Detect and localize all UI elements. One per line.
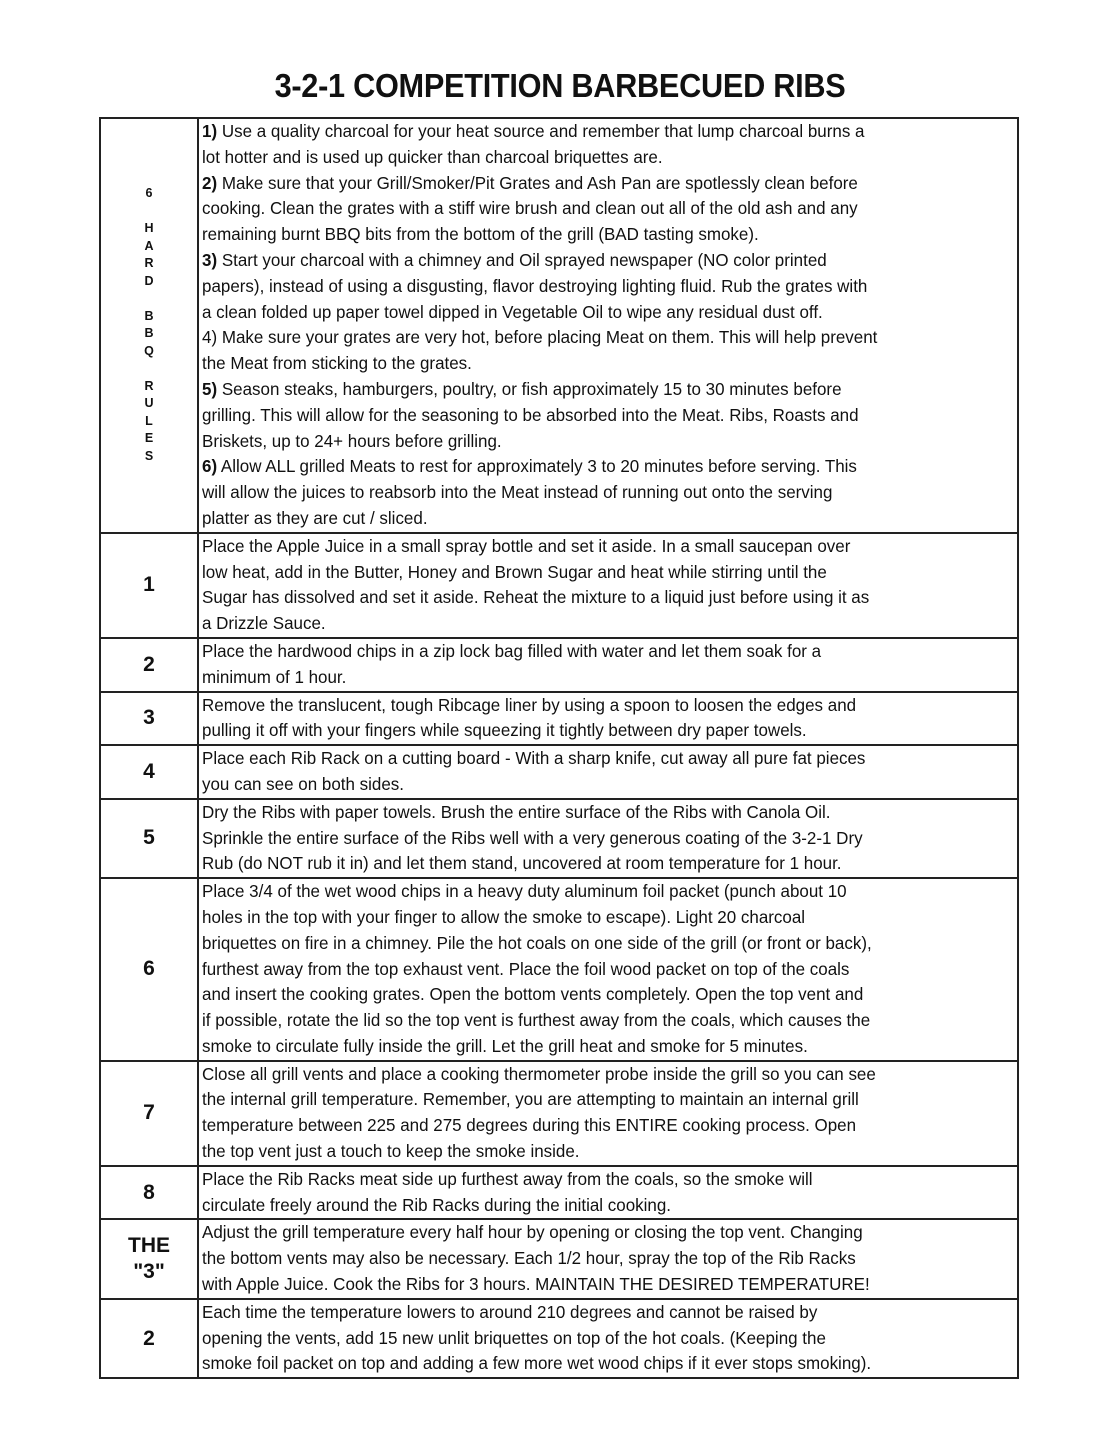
step-text-line: Each time the temperature lowers to around 210 degrees and cannot be raised by xyxy=(202,1301,818,1322)
step-text-line: you can see on both sides. xyxy=(202,773,404,794)
rule-text: will allow the juices to reabsorb into the Meat instead of running out onto the serving xyxy=(202,482,833,503)
step-text-line: Rub (do NOT rub it in) and let them stand, uncovered at room temperature for 1 hour. xyxy=(202,853,842,874)
step-label-cell xyxy=(100,878,198,1061)
recipe-table xyxy=(99,117,1019,1379)
rules-label-letter: E xyxy=(144,431,154,446)
step-text-line: Place 3/4 of the wet wood chips in a heavy duty aluminum foil packet (punch about 10 xyxy=(202,881,847,902)
step-text-line: furthest away from the top exhaust vent. Place the foil wood packet on top of the coals xyxy=(202,958,850,979)
step-row xyxy=(100,638,1018,692)
rules-label-letter: D xyxy=(144,273,154,288)
rule-text: grilling. This will allow for the seasoning to be absorbed into the Meat. Ribs, Roasts and xyxy=(202,404,859,425)
rule-number: 6) xyxy=(202,456,218,477)
rule-text: papers), instead of using a disgusting, flavor destroying lighting fluid. Rub the grates with xyxy=(202,275,868,296)
step-row xyxy=(100,1061,1018,1166)
rules-vertical-label xyxy=(101,185,197,465)
step-label-cell xyxy=(100,1219,198,1298)
step-label: 3 xyxy=(143,706,155,730)
step-row xyxy=(100,533,1018,638)
step-label: 1 xyxy=(143,573,155,597)
step-label: 4 xyxy=(143,759,155,783)
step-row xyxy=(100,692,1018,746)
rule-text-line xyxy=(202,274,987,300)
step-text-line: Adjust the grill temperature every half hour by opening or closing the top vent. Changing xyxy=(202,1222,863,1243)
step-label: "3" xyxy=(133,1260,165,1284)
step-text-line: the bottom vents may also be necessary. Each 1/2 hour, spray the top of the Rib Racks xyxy=(202,1248,856,1269)
step-label: THE xyxy=(128,1234,170,1258)
rule-text: lot hotter and is used up quicker than charcoal briquettes are. xyxy=(202,146,663,167)
rules-label-cell xyxy=(100,118,198,533)
rule-text: Use a quality charcoal for your heat source and remember that lump charcoal burns a xyxy=(217,121,865,141)
step-text-line: temperature between 225 and 275 degrees during this ENTIRE cooking process. Open xyxy=(202,1115,857,1136)
step-text-cell xyxy=(198,1219,1018,1298)
rule-text: Season steaks, hamburgers, poultry, or fish approximately 15 to 30 minutes before xyxy=(217,378,842,399)
step-row xyxy=(100,745,1018,799)
rules-label-letter: U xyxy=(144,396,154,411)
rules-label-letter: S xyxy=(144,448,154,463)
rule-text: Allow ALL grilled Meats to rest for approximately 3 to 20 minutes before serving. This xyxy=(217,456,857,477)
step-label: 8 xyxy=(143,1180,155,1204)
step-label: 2 xyxy=(143,652,155,676)
rule-text-line xyxy=(202,119,987,145)
rule-text: platter as they are cut / sliced. xyxy=(202,507,428,528)
step-label-cell xyxy=(100,638,198,692)
rule-text-line xyxy=(202,506,987,532)
rule-text: cooking. Clean the grates with a stiff wire brush and clean out all of the old ash and any xyxy=(202,198,858,219)
rules-label-letter: 6 xyxy=(145,186,153,201)
rule-text-line xyxy=(202,480,987,506)
step-row xyxy=(100,1219,1018,1298)
rules-label-letter: B xyxy=(144,326,154,341)
rules-label-letter: R xyxy=(144,378,154,393)
step-text-line: smoke to circulate fully inside the grill. Let the grill heat and smoke for 5 minutes. xyxy=(202,1035,808,1056)
rule-text: Start your charcoal with a chimney and Oil sprayed newspaper (NO color printed xyxy=(217,249,827,270)
rules-text-cell xyxy=(198,118,1018,533)
rule-text-line xyxy=(202,248,987,274)
rule-text-line xyxy=(202,403,987,429)
rule-number: 3) xyxy=(202,249,218,270)
rule-text-line xyxy=(202,454,987,480)
step-text-cell xyxy=(198,1299,1018,1378)
step-text-cell xyxy=(198,1061,1018,1166)
step-text-line: Sugar has dissolved and set it aside. Reheat the mixture to a liquid just before using it as xyxy=(202,587,870,608)
step-text-line: the top vent just a touch to keep the smoke inside. xyxy=(202,1141,580,1162)
rules-label-letter: A xyxy=(144,238,154,253)
step-text-line: Dry the Ribs with paper towels. Brush the entire surface of the Ribs with Canola Oil. xyxy=(202,801,831,822)
step-text-cell xyxy=(198,1166,1018,1220)
step-text-cell xyxy=(198,638,1018,692)
step-label-cell xyxy=(100,799,198,878)
rule-text: remaining burnt BBQ bits from the bottom of the grill (BAD tasting smoke). xyxy=(202,224,759,245)
step-text-line: pulling it off with your fingers while squeezing it tightly between dry paper towels. xyxy=(202,720,807,741)
step-text-line: Place the hardwood chips in a zip lock bag filled with water and let them soak for a xyxy=(202,640,822,661)
step-label-cell xyxy=(100,533,198,638)
step-text-line: a Drizzle Sauce. xyxy=(202,613,326,634)
rule-text-line xyxy=(202,222,987,248)
step-label: 7 xyxy=(143,1101,155,1125)
rule-text-line xyxy=(202,196,987,222)
step-row xyxy=(100,1299,1018,1378)
step-label: 5 xyxy=(143,826,155,850)
rule-text: a clean folded up paper towel dipped in Vegetable Oil to wipe any residual dust off. xyxy=(202,301,823,322)
rule-text: the Meat from sticking to the grates. xyxy=(202,353,472,374)
rule-text: Briskets, up to 24+ hours before grilling. xyxy=(202,430,502,451)
recipe-table-body xyxy=(100,118,1018,1378)
step-text-cell xyxy=(198,745,1018,799)
step-label-cell xyxy=(100,1166,198,1220)
step-row xyxy=(100,799,1018,878)
step-label: 2 xyxy=(143,1326,155,1350)
step-text-line: minimum of 1 hour. xyxy=(202,666,347,687)
step-text-line: opening the vents, add 15 new unlit briquettes on top of the hot coals. (Keeping the xyxy=(202,1327,826,1348)
step-text-line: smoke foil packet on top and adding a few more wet wood chips if it ever stops smoking). xyxy=(202,1353,872,1374)
rule-number: 2) xyxy=(202,172,218,193)
step-text-line: with Apple Juice. Cook the Ribs for 3 hours. MAINTAIN THE DESIRED TEMPERATURE! xyxy=(202,1274,870,1295)
step-label-cell xyxy=(100,1061,198,1166)
label-gap xyxy=(101,360,197,378)
label-gap xyxy=(101,290,197,308)
rule-text-line xyxy=(202,300,987,326)
rule-number: 5) xyxy=(202,378,218,399)
rule-text-line xyxy=(202,325,987,351)
rule-text-line xyxy=(202,145,987,171)
step-text-line: briquettes on fire in a chimney. Pile the hot coals on one side of the grill (or front or back), xyxy=(202,932,872,953)
step-text-line: Sprinkle the entire surface of the Ribs well with a very generous coating of the 3-2-1 Dry xyxy=(202,827,863,848)
step-text-line: circulate freely around the Rib Racks during the initial cooking. xyxy=(202,1194,672,1215)
rule-number: 4) xyxy=(202,327,218,348)
step-label-cell xyxy=(100,745,198,799)
rule-text: Make sure your grates are very hot, before placing Meat on them. This will help prevent xyxy=(217,327,878,348)
step-text-line: Place the Apple Juice in a small spray bottle and set it aside. In a small saucepan over xyxy=(202,535,851,556)
step-text-cell xyxy=(198,533,1018,638)
rules-row xyxy=(100,118,1018,533)
step-text-line: low heat, add in the Butter, Honey and Brown Sugar and heat while stirring until the xyxy=(202,561,827,582)
step-text-line: Close all grill vents and place a cooking thermometer probe inside the grill so you can see xyxy=(202,1063,876,1084)
rule-text-line xyxy=(202,171,987,197)
rules-label-letter: R xyxy=(144,256,154,271)
step-text-line: the internal grill temperature. Remember, you are attempting to maintain an internal grill xyxy=(202,1089,859,1110)
step-label-cell xyxy=(100,692,198,746)
label-gap xyxy=(101,203,197,221)
step-text-line: Remove the translucent, tough Ribcage liner by using a spoon to loosen the edges and xyxy=(202,694,857,715)
step-row xyxy=(100,1166,1018,1220)
step-row xyxy=(100,878,1018,1061)
step-label-cell xyxy=(100,1299,198,1378)
step-text-line: Place the Rib Racks meat side up furthest away from the coals, so the smoke will xyxy=(202,1168,813,1189)
step-text-line: if possible, rotate the lid so the top vent is furthest away from the coals, which causes the xyxy=(202,1010,871,1031)
rule-text-line xyxy=(202,351,987,377)
rules-label-letter: H xyxy=(144,221,154,236)
rule-text-line xyxy=(202,429,987,455)
step-text-cell xyxy=(198,692,1018,746)
document-title: 3-2-1 COMPETITION BARBECUED RIBS xyxy=(274,67,846,104)
step-text-line: holes in the top with your finger to allow the smoke to escape). Light 20 charcoal xyxy=(202,906,806,927)
rules-label-letter: Q xyxy=(144,343,154,358)
rule-text-line xyxy=(202,377,987,403)
step-text-line: and insert the cooking grates. Open the bottom vents completely. Open the top vent and xyxy=(202,984,864,1005)
step-text-cell xyxy=(198,878,1018,1061)
step-label: 6 xyxy=(143,957,155,981)
rules-label-letter: B xyxy=(144,308,154,323)
rules-label-letter: L xyxy=(145,413,153,428)
step-text-line: Place each Rib Rack on a cutting board - With a sharp knife, cut away all pure fat pieces xyxy=(202,748,866,769)
rule-number: 1) xyxy=(202,121,218,141)
step-text-cell xyxy=(198,799,1018,878)
rule-text: Make sure that your Grill/Smoker/Pit Grates and Ash Pan are spotlessly clean before xyxy=(217,172,858,193)
